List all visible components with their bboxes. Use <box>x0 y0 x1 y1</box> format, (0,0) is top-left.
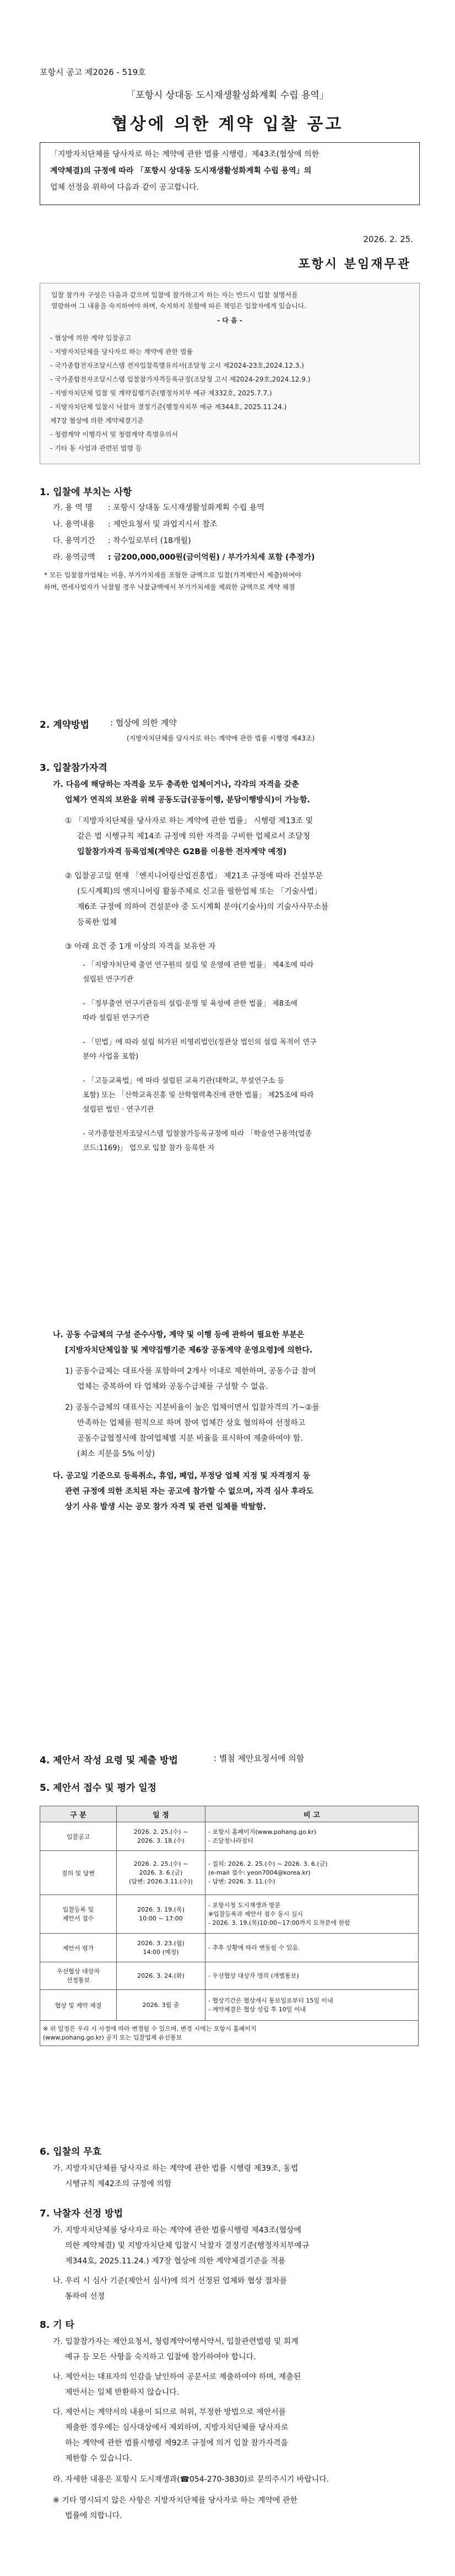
schedule-date: 2026. 3월 중 <box>117 1990 205 2021</box>
table-header: 비 고 <box>205 1806 419 1822</box>
s3-da: 관련 규정에 의한 조치된 자는 공고에 참가할 수 없으며, 자격 심사 후라도 <box>65 1487 314 1496</box>
s3-item-3-sub: 분야 사업을 포함) <box>83 1053 139 1061</box>
s1-row-label: 라. 용역금액 <box>53 553 95 562</box>
s8-item: 라. 자세한 내용은 포항시 도시재생과(☎054-270-3830)로 문의주시기 바랍니다. <box>53 2475 329 2484</box>
s2-note: (지방자치단체를 당사자로 하는 계약에 관한 법률 시행령 제43조) <box>127 734 315 742</box>
s3-item-3-sub: 설립된 연구기관 <box>83 975 134 984</box>
reference-item: - 지방자치단체 입찰 및 계약집행기준(행정자치부 예규 제332호, 2025.7.7.) <box>50 389 272 397</box>
s3-ga: 업체가 연직의 보완을 위해 공동도급(공동이행, 분담이행방식)이 가능함. <box>65 796 310 804</box>
schedule-date: 2026. 3. 19.(목) 10:00 ~ 17:00 <box>117 1895 205 1934</box>
reference-item: - 국가종합전자조달시스템 입찰참가자격등록규정(조달청 고시 제2024-29호,2024.12.9.) <box>50 375 311 383</box>
s3-na: 나. 공동 수급체의 구성 준수사항, 계약 및 이행 등에 관하여 필요한 부분은 <box>53 1330 305 1339</box>
s3-na-item: 1) 공동수급체는 대표사를 포함하여 2개사 이내로 제한하며, 공동수급 참여 <box>65 1367 316 1376</box>
s7-na: 통하여 선정 <box>65 2292 105 2301</box>
schedule-stage: 입찰공고 <box>40 1822 117 1851</box>
s7-ga: 가. 지방자치단체를 당사자로 하는 계약에 관한 법률시행령 제43조(협상에 <box>53 2226 302 2235</box>
schedule-stage: 입찰등록 및 제안서 접수 <box>40 1895 117 1934</box>
reference-intro: 입찰 참가자 구성은 다음과 같으며 입찰에 참가하고자 하는 자는 반드시 입찰 설명서를 <box>51 291 298 299</box>
s1-row-label: 가. 용 역 명 <box>53 503 93 512</box>
page-title: 협상에 의한 계약 입찰 공고 <box>111 115 344 134</box>
s3-na-item: 공동수급협정서에 참여업체별 지분 비율을 표시하여 제출하여야 함. <box>77 1434 303 1443</box>
reference-item: - 국가종합전자조달시스템 전자입찰특별유의서(조달청 고시 제2024-23호,2024.12.3.) <box>50 362 304 369</box>
schedule-stage: 제안서 평가 <box>40 1934 117 1962</box>
s3-item-3-sub: - 「민법」에 따라 설립 허가된 비영리법인(정관상 법인의 설립 목적이 연구 <box>83 1038 317 1046</box>
s3-item-2: (도시계획)의 엔지니어링 활동주체로 신고를 필한업체 또는 「기술사법」 <box>77 887 322 896</box>
s3-item-3-sub: 설립된 법인 · 연구기관 <box>83 1105 154 1114</box>
table-row <box>40 1962 419 1990</box>
reference-box <box>40 283 420 464</box>
reference-item: - 지방자치단체 입찰시 낙찰자 결정기준(행정자치부 예규 제344호, 2025.11.24.) <box>50 403 287 411</box>
s8-item: 예규 등 모든 사항을 숙지하고 입찰에 참가하여야 합니다. <box>65 2353 256 2362</box>
s3-item-1: ① 「지방자치단체를 당사자로 하는 계약에 관한 법률」 시행령 제13조 및 <box>65 817 313 825</box>
s3-item-1: 입찰참가자격 등록업체(계약은 G2B를 이용한 전자계약 예정) <box>77 847 287 856</box>
s8-item: 제한할 수 있습니다. <box>65 2454 132 2463</box>
s1-row-label: 다. 용역기간 <box>53 536 95 545</box>
section-7-title: 7. 낙찰자 선정 방법 <box>40 2208 123 2219</box>
s3-item-2: 등록한 업체 <box>77 918 117 927</box>
section-6-title: 6. 입찰의 무효 <box>40 2146 102 2158</box>
s3-item-1: 같은 법 시행규칙 제14조 규정에 의한 자격을 구비한 업체로서 조달청 <box>77 832 311 841</box>
s3-item-2: 제6조 규정에 의하여 건설분야 중 도시계획 분야(기술사)의 기술사사무소를 <box>77 903 329 911</box>
reference-item: - 협상에 의한 계약 입찰공고 <box>50 334 132 342</box>
intro-box <box>40 142 420 205</box>
table-footnote-row <box>40 2021 419 2046</box>
s1-row-value: : 포항시 상대동 도시재생활성화계획 수립 용역 <box>108 503 264 512</box>
s3-na-item: (최소 지분을 5% 이상) <box>77 1450 155 1458</box>
intro-line: 업체 선정을 위하여 다음과 같이 공고합니다. <box>50 183 199 192</box>
s3-item-3: ③ 아래 요건 중 1개 이상의 자격을 보유한 자 <box>65 942 216 951</box>
s6-line: 시행규칙 제42조의 규정에 의함 <box>65 2180 172 2188</box>
schedule-date: 2026. 3. 23.(월) 14:00 (예정) <box>117 1934 205 1962</box>
s3-ga: 가. 다음에 해당하는 자격을 모두 충족한 업체이거나, 각각의 자격을 갖춘 <box>53 780 299 789</box>
section-5-title: 5. 제안서 접수 및 평가 일정 <box>40 1783 157 1794</box>
section-8-title: 8. 기 타 <box>40 2320 74 2331</box>
s3-na: [지방자치단체입찰 및 계약집행기준 제6장 공동계약 운영요령]에 의한다. <box>65 1346 313 1355</box>
s3-na-item: 업체는 중복하여 타 업체와 공동수급체를 구성할 수 없음. <box>77 1382 268 1391</box>
table-header: 구 분 <box>40 1806 117 1822</box>
s3-item-3-sub: - 「지방자치단체 출연 연구원의 설립 및 운영에 관한 법률」 제4조에 따라 <box>83 961 314 969</box>
s7-na: 나. 우리 시 심사 기준(제안서 심사)에 의거 선정된 업체와 협상 절차를 <box>53 2277 288 2285</box>
s8-item: 제출한 경우에는 심사대상에서 제외하며, 지방자치단체를 당사자로 <box>65 2423 289 2432</box>
table-row <box>40 1990 419 2021</box>
section-1-title: 1. 입찰에 부치는 사항 <box>40 487 132 498</box>
s1-row-value: : 금200,000,000원(금이억원) / 부가가치세 포함 (추정가) <box>108 553 315 562</box>
s3-item-3-sub: 코드:1169)」 업으로 입찰 참가 등록한 자 <box>83 1144 215 1152</box>
schedule-remark: - 포항시 홈페이지(www.pohang.go.kr) - 조달청나라장터 <box>205 1822 419 1851</box>
schedule-table <box>40 1806 419 2046</box>
s3-na-item: 만족하는 업체를 원칙으로 하며 참여 업체간 상호 협의하여 선정하고 <box>77 1419 306 1427</box>
schedule-remark: - 포항시청 도시재생과 방문 ※입찰등록과 제안서 접수 동시 실시 - 2026. 3. 19.(목)10:00~17:00까지 도착분에 한함 <box>205 1895 419 1934</box>
s3-da: 상기 사유 발생 시는 공모 참가 자격 및 관련 일체를 박탈함. <box>65 1502 267 1511</box>
intro-line: 계약체결)의 규정에 따라 「포항시 상대동 도시재생활성화계획 수립 용역」의 <box>50 167 312 175</box>
section-4-title: 4. 제안서 작성 요령 및 제출 방법 <box>40 1755 178 1766</box>
schedule-stage: 우선협상 대상자 선정통보 <box>40 1962 117 1990</box>
s3-na-item: 2) 공동수급체의 대표사는 지분비율이 높은 업체이면서 입찰자격의 가~②를 <box>65 1403 319 1412</box>
section-2-title: 2. 계약방법 <box>40 720 89 731</box>
s8-item: 하는 계약에 관한 법률시행령 제92조 규정에 의거 입찰 참가자격을 <box>65 2439 289 2448</box>
s3-item-3-sub: - 「정부출연 연구기관등의 설립·운영 및 육성에 관한 법률」 제8조에 <box>83 1000 298 1008</box>
table-row <box>40 1851 419 1895</box>
schedule-date: 2026. 3. 24.(화) <box>117 1962 205 1990</box>
s1-note: * 모든 입찰참가업체는 비용, 부가가치세를 포함한 금액으로 입찰(가격제안서 제출)하여야 <box>44 571 302 579</box>
issuing-organization: 포항시 분임재무관 <box>298 257 411 271</box>
schedule-date: 2026. 2. 25.(수) ~ 2026. 3. 6.(금) (답변: 2026.3.11.(수)) <box>117 1851 205 1895</box>
s8-item: 다. 제안서는 계약서의 내용이 되므로 허위, 부정한 방법으로 제안서를 <box>53 2408 286 2417</box>
notice-number: 포항시 공고 제2026 - 519호 <box>40 67 146 77</box>
s3-item-3-sub: 포함) 또는 「산학교육진흥 및 산학협력촉진에 관한 법률」 제25조에 따라 <box>83 1091 314 1099</box>
s8-item: 가. 입찰참가자는 제안요청서, 청렴계약이행서약서, 입찰관련법령 및 회계 <box>53 2337 299 2346</box>
schedule-stage: 협상 및 계약 체결 <box>40 1990 117 2021</box>
table-row <box>40 1934 419 1962</box>
schedule-footnote: ※ 위 일정은 우리 시 사정에 따라 변경될 수 있으며, 변경 시에는 포항시 홈페이지 (www.pohang.go.kr) 공지 또는 입찰업체 유선통보 <box>40 2021 419 2046</box>
schedule-remark: - 추후 상황에 따라 변동될 수 있음. <box>205 1934 419 1962</box>
section-3-title: 3. 입찰참가자격 <box>40 763 107 774</box>
s1-row-value: : 제안요청서 및 과업지시서 참조 <box>108 520 218 529</box>
schedule-date: 2026. 2. 25.(수) ~ 2026. 3. 18.(수) <box>117 1822 205 1851</box>
project-subtitle: 「포항시 상대동 도시재생활성화계획 수립 용역」 <box>126 90 329 101</box>
s8-item: 제안서는 일체 반환하지 않습니다. <box>65 2388 180 2397</box>
s1-note: 하며, 면세사업자가 낙찰될 경우 낙찰금액에서 부가가치세를 제외한 금액으로 계약 체결 <box>44 583 295 591</box>
table-row <box>40 1895 419 1934</box>
notice-date: 2026. 2. 25. <box>363 234 413 244</box>
intro-line: 「지방자치단체를 당사자로 하는 계약에 관한 법률 시행령」제43조(협상에 의한 <box>50 150 319 159</box>
reference-item: - 기타 동 사업과 관련된 법령 등 <box>50 444 142 452</box>
s3-da: 다. 공고일 기준으로 등록취소, 휴업, 폐업, 부정당 업체 지정 및 자격정지 등 <box>53 1472 311 1480</box>
s3-item-3-sub: 따라 설립된 연구기관 <box>83 1014 150 1022</box>
s2-value: : 협상에 의한 계약 <box>110 718 177 728</box>
schedule-stage: 질의 및 답변 <box>40 1851 117 1895</box>
s3-item-2: ② 입찰공고일 현재 「엔지니어링산업진흥법」 제21조 규정에 따라 건설부문 <box>65 872 323 881</box>
s1-row-value: : 착수일로부터 (18개월) <box>108 536 191 545</box>
reference-item: 제7장 협상에 의한 계약체결기준 <box>50 417 144 425</box>
s4-value: : 별첨 제안요청서에 의함 <box>214 1753 305 1763</box>
table-header: 일 정 <box>117 1806 205 1822</box>
reference-intro: 열람하여 그 내용을 숙지하여야 하며, 숙지하지 못함에 따른 책임은 입찰자에게 있습니다. <box>51 302 307 310</box>
s7-ga: 의한 계약체결) 및 지방자치단체 입찰시 낙찰자 결정기준(행정자치부예규 <box>65 2241 310 2250</box>
s1-row-label: 나. 용역내용 <box>53 520 95 529</box>
table-header-row <box>40 1806 419 1822</box>
s8-item: 나. 제안서는 대표자의 인감을 날인하여 공문서로 제출하여야 하며, 제출된 <box>53 2373 301 2381</box>
reference-item: - 청렴계약 이행각서 및 청렴계약 특별유의서 <box>50 431 178 438</box>
s8-item: 법률에 의합니다. <box>65 2511 122 2520</box>
s7-ga: 제344호, 2025.11.24.) 제7장 협상에 의한 계약체결기준을 적용 <box>65 2257 286 2266</box>
reference-heading: - 다 음 - <box>217 316 242 324</box>
reference-item: - 지방자치단체를 당사자로 하는 계약에 관한 법률 <box>50 348 193 356</box>
schedule-remark: - 질의: 2026. 2. 25.(수) ~ 2026. 3. 6.(금) (e-mail 접수: yeon7004@korea.kr) - 답변: 2026. 3. 11.(수) <box>205 1851 419 1895</box>
s6-line: 가. 지방자치단체를 당사자로 하는 계약에 관한 법률 시행령 제39조, 동법 <box>53 2164 299 2173</box>
s8-item: ※ 기타 명시되지 않은 사항은 지방자치단체를 당사자로 하는 계약에 관한 <box>53 2496 297 2505</box>
schedule-remark: - 우선협상 대상자 명의 (개별통보) <box>205 1962 419 1990</box>
table-row <box>40 1822 419 1851</box>
schedule-remark: - 협상기간은 협상개시 통보일로부터 15일 이내 - 계약체결은 협상 성립 후 10일 이내 <box>205 1990 419 2021</box>
s3-item-3-sub: - 국가종합전자조달시스템 입찰참가등록규정에 따라 「학술연구용역(업종 <box>83 1130 312 1138</box>
s3-item-3-sub: - 「고등교육법」에 따라 설립된 교육기관(대학교, 부설연구소 등 <box>83 1077 285 1085</box>
